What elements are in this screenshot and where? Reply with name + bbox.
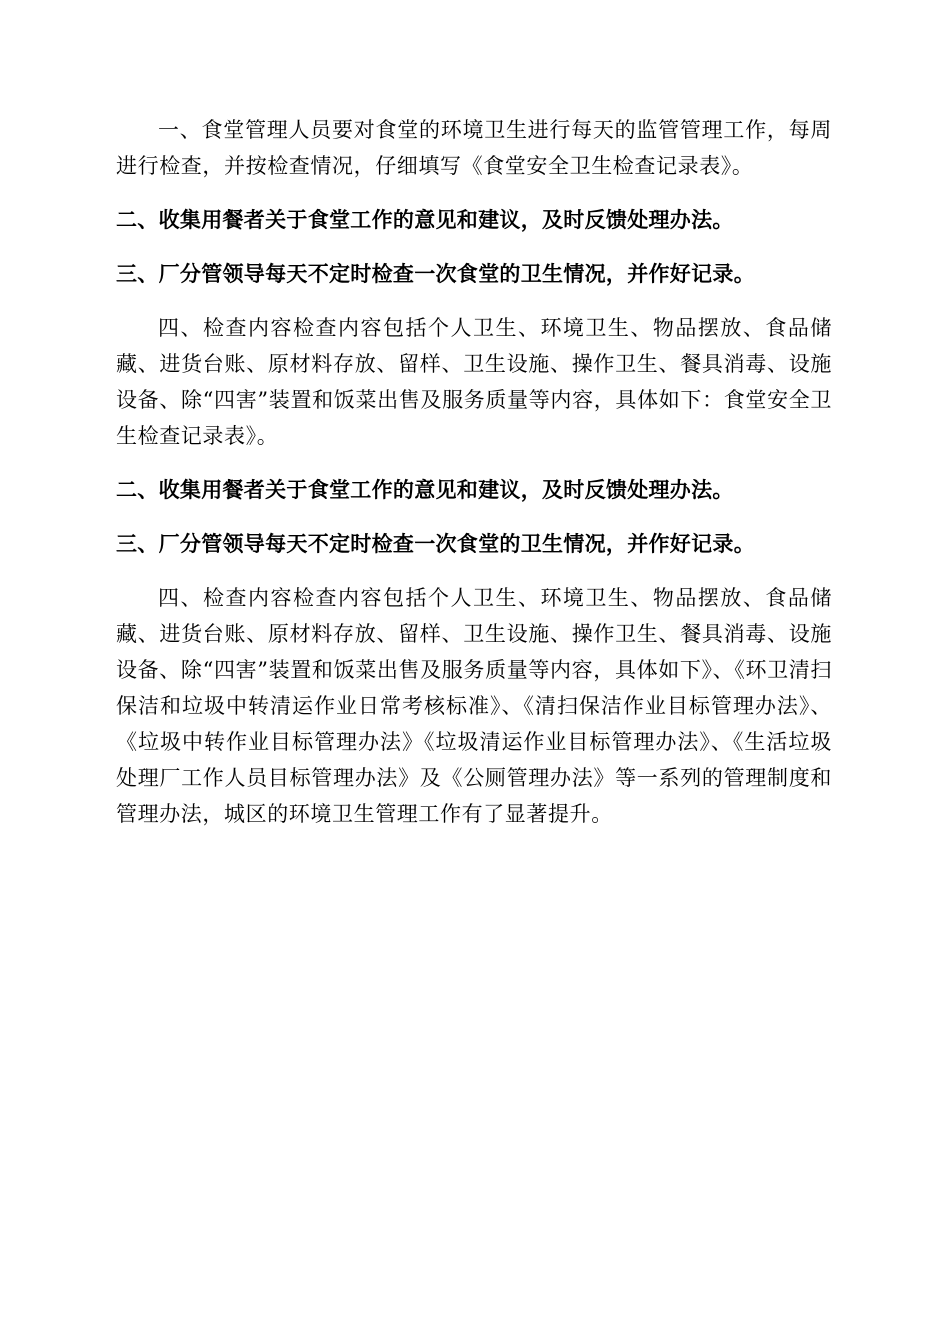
paragraph-4: 四、检查内容检查内容包括个人卫生、环境卫生、物品摆放、食品储藏、进货台账、原材料存放、留样、卫生设施、操作卫生、餐具消毒、设施设备、除“四害”装置和饭菜出售及服务质量等内容，具体如下：食堂安全卫生检查记录表》。 — [116, 316, 832, 448]
paragraph-1: 一、食堂管理人员要对食堂的环境卫生进行每天的监管管理工作，每周进行检查，并按检查情况，仔细填写《食堂安全卫生检查记录表》。 — [116, 118, 832, 178]
paragraph-7: 四、检查内容检查内容包括个人卫生、环境卫生、物品摆放、食品储藏、进货台账、原材料存放、留样、卫生设施、操作卫生、餐具消毒、设施设备、除“四害”装置和饭菜出售及服务质量等内容，具体如下》、《环卫清扫保洁和垃圾中转清运作业日常考核标准》、《清扫保洁作业目标管理办法》、《垃圾中转作业目标管理办法》《垃圾清运作业目标管理办法》、《生活垃圾处理厂工作人员目标管理办法》及《公厕管理办法》等一系列的管理制度和管理办法，城区的环境卫生管理工作有了显著提升。 — [116, 586, 832, 826]
document-page — [116, 112, 832, 832]
paragraph-5-heading: 二、收集用餐者关于食堂工作的意见和建议，及时反馈处理办法。 — [116, 478, 734, 502]
paragraph-2-heading: 二、收集用餐者关于食堂工作的意见和建议，及时反馈处理办法。 — [116, 208, 734, 232]
paragraph-6-heading: 三、厂分管领导每天不定时检查一次食堂的卫生情况，并作好记录。 — [116, 532, 755, 556]
paragraph-3-heading: 三、厂分管领导每天不定时检查一次食堂的卫生情况，并作好记录。 — [116, 262, 755, 286]
